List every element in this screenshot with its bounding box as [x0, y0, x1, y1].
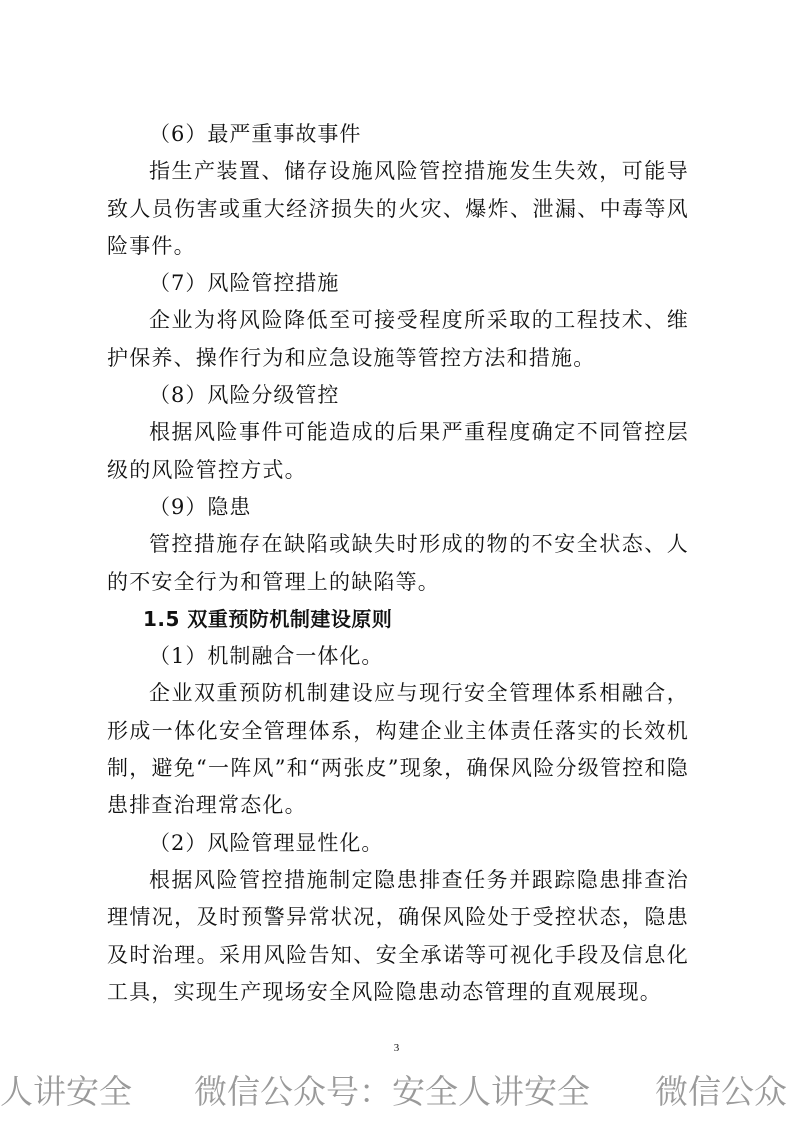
paragraph: 指生产装置、储存设施风险管控措施发生失效，可能导致人员伤害或重大经济损失的火灾、爆炸、泄漏、中毒等风险事件。: [107, 159, 689, 258]
subheading-1: （1）机制融合一体化。: [149, 644, 384, 669]
paragraph: 管控措施存在缺陷或缺失时形成的物的不安全状态、人的不安全行为和管理上的缺陷等。: [107, 532, 689, 594]
watermark-text: 人讲安全: [0, 1072, 132, 1111]
paragraph: 企业为将风险降低至可接受程度所采取的工程技术、维护保养、操作行为和应急设施等管控方法和措施。: [107, 308, 689, 370]
watermark-text: 微信公众: [655, 1072, 787, 1111]
page-number: 3: [393, 1042, 400, 1054]
section-heading-1-5: 1.5 双重预防机制建设原则: [143, 606, 393, 631]
paragraph: 企业双重预防机制建设应与现行安全管理体系相融合，形成一体化安全管理体系，构建企业主体责任落实的长效机制，避免“一阵风”和“两张皮”现象，确保风险分级管控和隐患排查治理常态化。: [107, 681, 689, 818]
paragraph: 根据风险事件可能造成的后果严重程度确定不同管控层级的风险管控方式。: [107, 420, 689, 482]
watermark-text: 微信公众号：安全人讲安全: [194, 1072, 590, 1111]
subheading-6: （6）最严重事故事件: [149, 122, 362, 146]
subheading-8: （8）风险分级管控: [149, 383, 340, 408]
document-body: [107, 116, 689, 1011]
paragraph: 根据风险管控措施制定隐患排查任务并跟踪隐患排查治理情况，及时预警异常状况，确保风险处于受控状态，隐患及时治理。采用风险告知、安全承诺等可视化手段及信息化工具，实现生产现场安全风险隐患动态管理的直观展现。: [107, 867, 689, 1004]
subheading-7: （7）风险管控措施: [149, 271, 340, 296]
subheading-9: （9）隐患: [149, 494, 252, 519]
subheading-2: （2）风险管理显性化。: [149, 830, 384, 855]
